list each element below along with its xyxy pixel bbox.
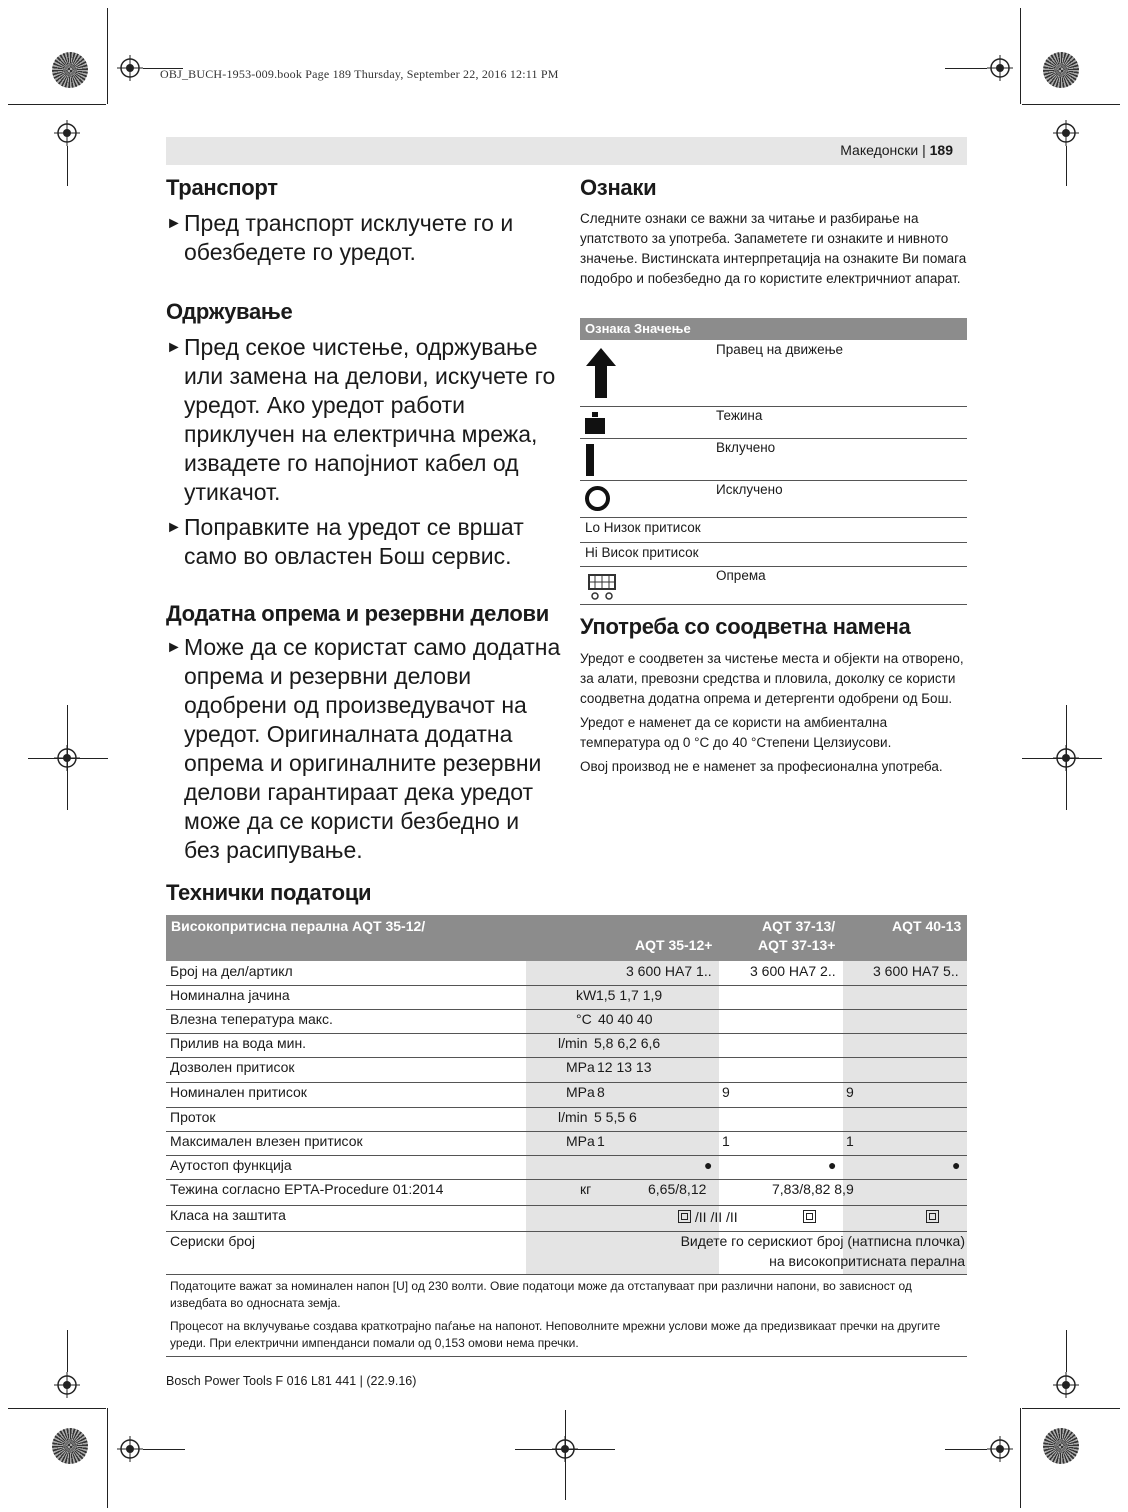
tech-data-heading: Технички податоци xyxy=(166,880,372,905)
intended-use-heading: Употреба со соодветна намена xyxy=(580,614,911,639)
color-star-icon xyxy=(52,1428,88,1464)
table-row: Аутостоп функција ● ● ● xyxy=(166,1155,967,1180)
intended-use-paragraph: Овој производ не е наменет за професионална употреба. xyxy=(580,759,943,774)
bullet-arrow-icon: ► xyxy=(166,339,182,356)
accessories-cart-icon xyxy=(585,571,619,601)
table-note: Процесот на вклучување создава краткотрајно паѓање на напонот. Неповолните мрежни услови може да предизвикаат пречки на другите уреди. При електрични импенданси помали од 0,153 омови нема пречки. xyxy=(170,1319,941,1350)
registration-mark-icon xyxy=(54,120,80,146)
table-note: Податоците важат за номинален напон [U] од 230 волти. Овие податоци може да отстапуваат при различни напони, во зависност од изведбата во односната земја. xyxy=(170,1279,912,1310)
color-star-icon xyxy=(1043,1428,1079,1464)
protection-class-icon xyxy=(926,1210,939,1223)
symbol-row: Исклучено xyxy=(580,480,967,518)
color-star-icon xyxy=(1043,52,1079,88)
symbol-row: Lo Низок притисок xyxy=(580,517,967,543)
left-column xyxy=(166,175,561,865)
registration-mark-icon xyxy=(117,1436,143,1462)
accessories-heading: Додатна опрема и резервни делови xyxy=(166,601,549,626)
intended-use-paragraph: Уредот е наменет да се користи на амбиентална температура од 0 °C до 40 °Степени Целзиусови. xyxy=(580,715,892,750)
symbols-heading: Ознаки xyxy=(580,175,657,200)
running-header xyxy=(166,137,967,165)
intended-use-paragraph: Уредот е соодветен за чистење места и објекти на отворено, за алати, превозни средства и пловила, доколку се користи соодветна додатна опрема и детергенти одобрени од Бош. xyxy=(580,651,964,706)
page-number: 189 xyxy=(929,142,953,158)
symbols-table-header: Ознака Значење xyxy=(580,318,967,340)
maintenance-heading: Одржување xyxy=(166,299,293,324)
table-row: Тежина согласно EPTA-Procedure 01:2014 кг 6,65/8,12 7,83/8,82 8,9 xyxy=(166,1179,967,1206)
table-row: Номинална јачина kW 1,5 1,7 1,9 xyxy=(166,985,967,1010)
symbol-row: Опрема xyxy=(580,566,967,605)
accessories-bullet: ► Може да се користат само додатна опрема и резервни делови одобрени од произведувачот на уредот. Оригиналната додатна опрема и оригиналните резервни делови гарантираат дека уредот може да се користи безбедно и без расипување. xyxy=(166,634,561,863)
maintenance-bullet: ► Поправките на уредот се вршат само во овластен Бош сервис. xyxy=(166,514,524,569)
direction-arrow-icon xyxy=(586,348,616,398)
registration-mark-icon xyxy=(1053,120,1079,146)
symbol-row: Hi Висок притисок xyxy=(580,542,967,567)
table-row: Влезна тепература макс. °C 40 40 40 xyxy=(166,1009,967,1034)
table-row: Класа на заштита /II /II /II xyxy=(166,1205,967,1232)
bullet-arrow-icon: ► xyxy=(166,639,182,656)
protection-class-icon xyxy=(803,1210,816,1223)
registration-mark-icon xyxy=(987,1436,1013,1462)
symbol-row: Правец на движење xyxy=(580,340,967,407)
symbol-row: Тежина xyxy=(580,406,967,439)
table-row: Номинален притисок MPa 8 9 9 xyxy=(166,1082,967,1108)
table-row: Максимален влезен притисок MPa 1 1 1 xyxy=(166,1131,967,1156)
registration-mark-icon xyxy=(987,55,1013,81)
registration-mark-icon xyxy=(1053,1372,1079,1398)
header-language: Македонски xyxy=(840,142,919,158)
table-row: Сериски број Видете го серискиот број (натписна плочка) на високопритисната перална xyxy=(166,1231,967,1275)
table-row: Број на дел/артикл 3 600 HA7 1.. 3 600 HA7 2.. 3 600 HA7 5.. xyxy=(166,961,967,986)
bullet-arrow-icon: ► xyxy=(166,519,182,536)
bullet-arrow-icon: ► xyxy=(166,215,182,232)
symbols-intro: Следните ознаки се важни за читање и разбирање на упатството за употреба. Запаметете ги ознаките и нивното значење. Вистинската интерпретација на ознаките Ви помага подобро и побезбедно да го користите електричниот апарат. xyxy=(580,211,967,286)
transport-heading: Транспорт xyxy=(166,175,278,200)
color-star-icon xyxy=(52,52,88,88)
table-row: Прилив на вода мин. l/min 5,8 6,2 6,6 xyxy=(166,1033,967,1058)
maintenance-bullet: ► Пред секое чистење, одржување или замена на делови, искучете го уредот. Ако уредот работи приклучен на електрична мрежа, извадете го напојниот кабел од утикачот. xyxy=(166,334,556,505)
tech-table-header: Високопритисна перална AQT 35-12/ AQT 35-12+ AQT 37-13/ AQT 37-13+ AQT 40-13 xyxy=(166,915,967,961)
transport-bullet: ► Пред транспорт исклучете го и обезбедете го уредот. xyxy=(166,210,514,265)
table-row: Дозволен притисок MPa 12 13 13 xyxy=(166,1057,967,1083)
on-icon xyxy=(586,444,594,476)
registration-mark-icon xyxy=(117,55,143,81)
intended-use-section xyxy=(580,614,967,777)
header-separator: | xyxy=(918,142,930,158)
table-row: Проток l/min 5 5,5 6 xyxy=(166,1107,967,1132)
symbol-row: Вклучено xyxy=(580,438,967,481)
footer: Bosch Power Tools F 016 L81 441 | (22.9.16) xyxy=(166,1374,417,1388)
registration-mark-icon xyxy=(54,1372,80,1398)
protection-class-icon xyxy=(678,1210,691,1223)
off-icon xyxy=(585,486,610,511)
weight-icon xyxy=(585,412,605,434)
file-header: OBJ_BUCH-1953-009.book Page 189 Thursday, September 22, 2016 12:11 PM xyxy=(160,67,559,81)
symbols-section xyxy=(580,175,967,289)
